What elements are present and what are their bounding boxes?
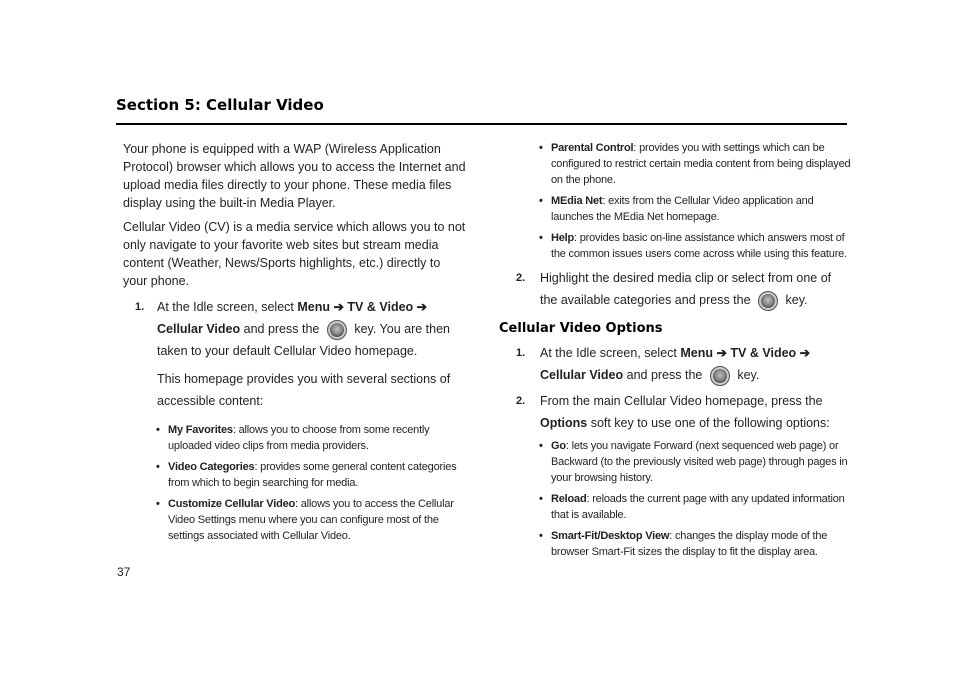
bullet-term: Help: [551, 232, 575, 244]
bullet-icon: •: [156, 461, 160, 473]
step-2: [516, 267, 851, 311]
step-text: From the main Cellular Video homepage, press the: [540, 394, 823, 408]
bullet-term: Smart-Fit/Desktop View: [551, 530, 670, 542]
tv-video-term: TV & Video: [347, 300, 414, 314]
options-term: Options: [540, 416, 588, 430]
bullet-icon: •: [539, 232, 543, 244]
list-item: [156, 459, 468, 491]
bullet-text: : provides some general content categories from which to begin searching for media.: [168, 461, 457, 489]
bullet-text: : allows you to access the Cellular Video Settings menu where you can configure most of the settings associated with Cellular Video.: [168, 498, 454, 542]
bullet-text: : reloads the current page with any updated information that is available.: [551, 493, 845, 521]
bullet-icon: •: [539, 530, 543, 542]
arrow-icon: ➔: [713, 346, 731, 360]
bullet-text: : provides basic on-line assistance which answers most of the common issues users come across while using this feature.: [551, 232, 847, 260]
ok-key-icon: [710, 366, 730, 386]
bullet-icon: •: [539, 195, 543, 207]
options-list: [516, 438, 851, 560]
bullet-term: Go: [551, 440, 566, 452]
bullet-text: : exits from the Cellular Video application and launches the MEdia Net homepage.: [551, 195, 814, 223]
title-rule: [116, 123, 847, 125]
cellular-video-term: Cellular Video: [540, 368, 624, 382]
list-item: [539, 140, 851, 188]
bullet-text: : changes the display mode of the browser Smart-Fit sizes the display to fit the display area.: [551, 530, 828, 558]
more-sections-list: [516, 140, 851, 262]
step-text: soft key to use one of the following options:: [587, 416, 830, 430]
step-number: 2.: [516, 272, 526, 284]
step-1: [123, 296, 468, 362]
bullet-term: Reload: [551, 493, 587, 505]
step-number: 2.: [516, 395, 526, 407]
arrow-icon: ➔: [796, 346, 811, 360]
right-column: [499, 140, 851, 565]
list-item: [539, 491, 851, 523]
bullet-term: My Favorites: [168, 424, 233, 436]
bullet-term: Parental Control: [551, 142, 634, 154]
list-item: [539, 193, 851, 225]
ok-key-icon: [327, 320, 347, 340]
options-step-2: [516, 390, 851, 434]
subheading: Cellular Video Options: [499, 321, 663, 336]
bullet-icon: •: [539, 142, 543, 154]
step-text: key. You are then taken to your default Cellular Video homepage.: [157, 322, 450, 358]
step-text: At the Idle screen, select: [157, 300, 298, 314]
content-sections-list: [123, 422, 468, 544]
bullet-term: Customize Cellular Video: [168, 498, 296, 510]
step-text: key.: [733, 368, 760, 382]
bullet-icon: •: [156, 498, 160, 510]
menu-term: Menu: [297, 300, 330, 314]
bullet-term: Video Categories: [168, 461, 255, 473]
step-text: and press the: [623, 368, 706, 382]
step-text: At the Idle screen, select: [540, 346, 681, 360]
tv-video-term: TV & Video: [730, 346, 797, 360]
list-item: [156, 496, 468, 544]
step-number: 1.: [516, 347, 526, 359]
bullet-icon: •: [539, 493, 543, 505]
list-item: [156, 422, 468, 454]
bullet-text: : provides you with settings which can be configured to restrict certain media content from being displayed on the phone.: [551, 142, 851, 186]
cv-description-paragraph: Cellular Video (CV) is a media service which allows you to not only navigate to your favorite web sites but stream media content (Weather, News/Sports highlights, etc.) directly to your phone.: [123, 220, 466, 288]
step-text: and press the: [240, 322, 323, 336]
list-item: [539, 438, 851, 486]
bullet-text: : lets you navigate Forward (next sequenced web page) or Backward (to the previously visited web page) through pages in your browsing history.: [551, 440, 848, 484]
options-step-1: [516, 342, 851, 386]
page-number: 37: [117, 565, 131, 579]
bullet-icon: •: [539, 440, 543, 452]
step-text: key.: [782, 293, 808, 307]
arrow-icon: ➔: [413, 300, 428, 314]
list-item: [539, 230, 851, 262]
step-number: 1.: [135, 301, 145, 313]
intro-paragraph: Your phone is equipped with a WAP (Wireless Application Protocol) browser which allows you to access the Internet and upload media files directly to your phone. These media files display using the built-in Media Player.: [123, 142, 466, 210]
menu-term: Menu: [680, 346, 713, 360]
ok-key-icon: [758, 291, 778, 311]
arrow-icon: ➔: [330, 300, 348, 314]
list-item: [539, 528, 851, 560]
bullet-term: MEdia Net: [551, 195, 603, 207]
section-title: Section 5: Cellular Video: [116, 96, 324, 114]
left-column: [123, 140, 468, 549]
step-text: Highlight the desired media clip or select from one of the available categories and press the: [540, 271, 832, 307]
cellular-video-term: Cellular Video: [157, 322, 241, 336]
bullet-icon: •: [156, 424, 160, 436]
homepage-note: This homepage provides you with several sections of accessible content:: [157, 372, 451, 408]
bullet-text: : allows you to choose from some recently uploaded video clips from media providers.: [168, 424, 430, 452]
